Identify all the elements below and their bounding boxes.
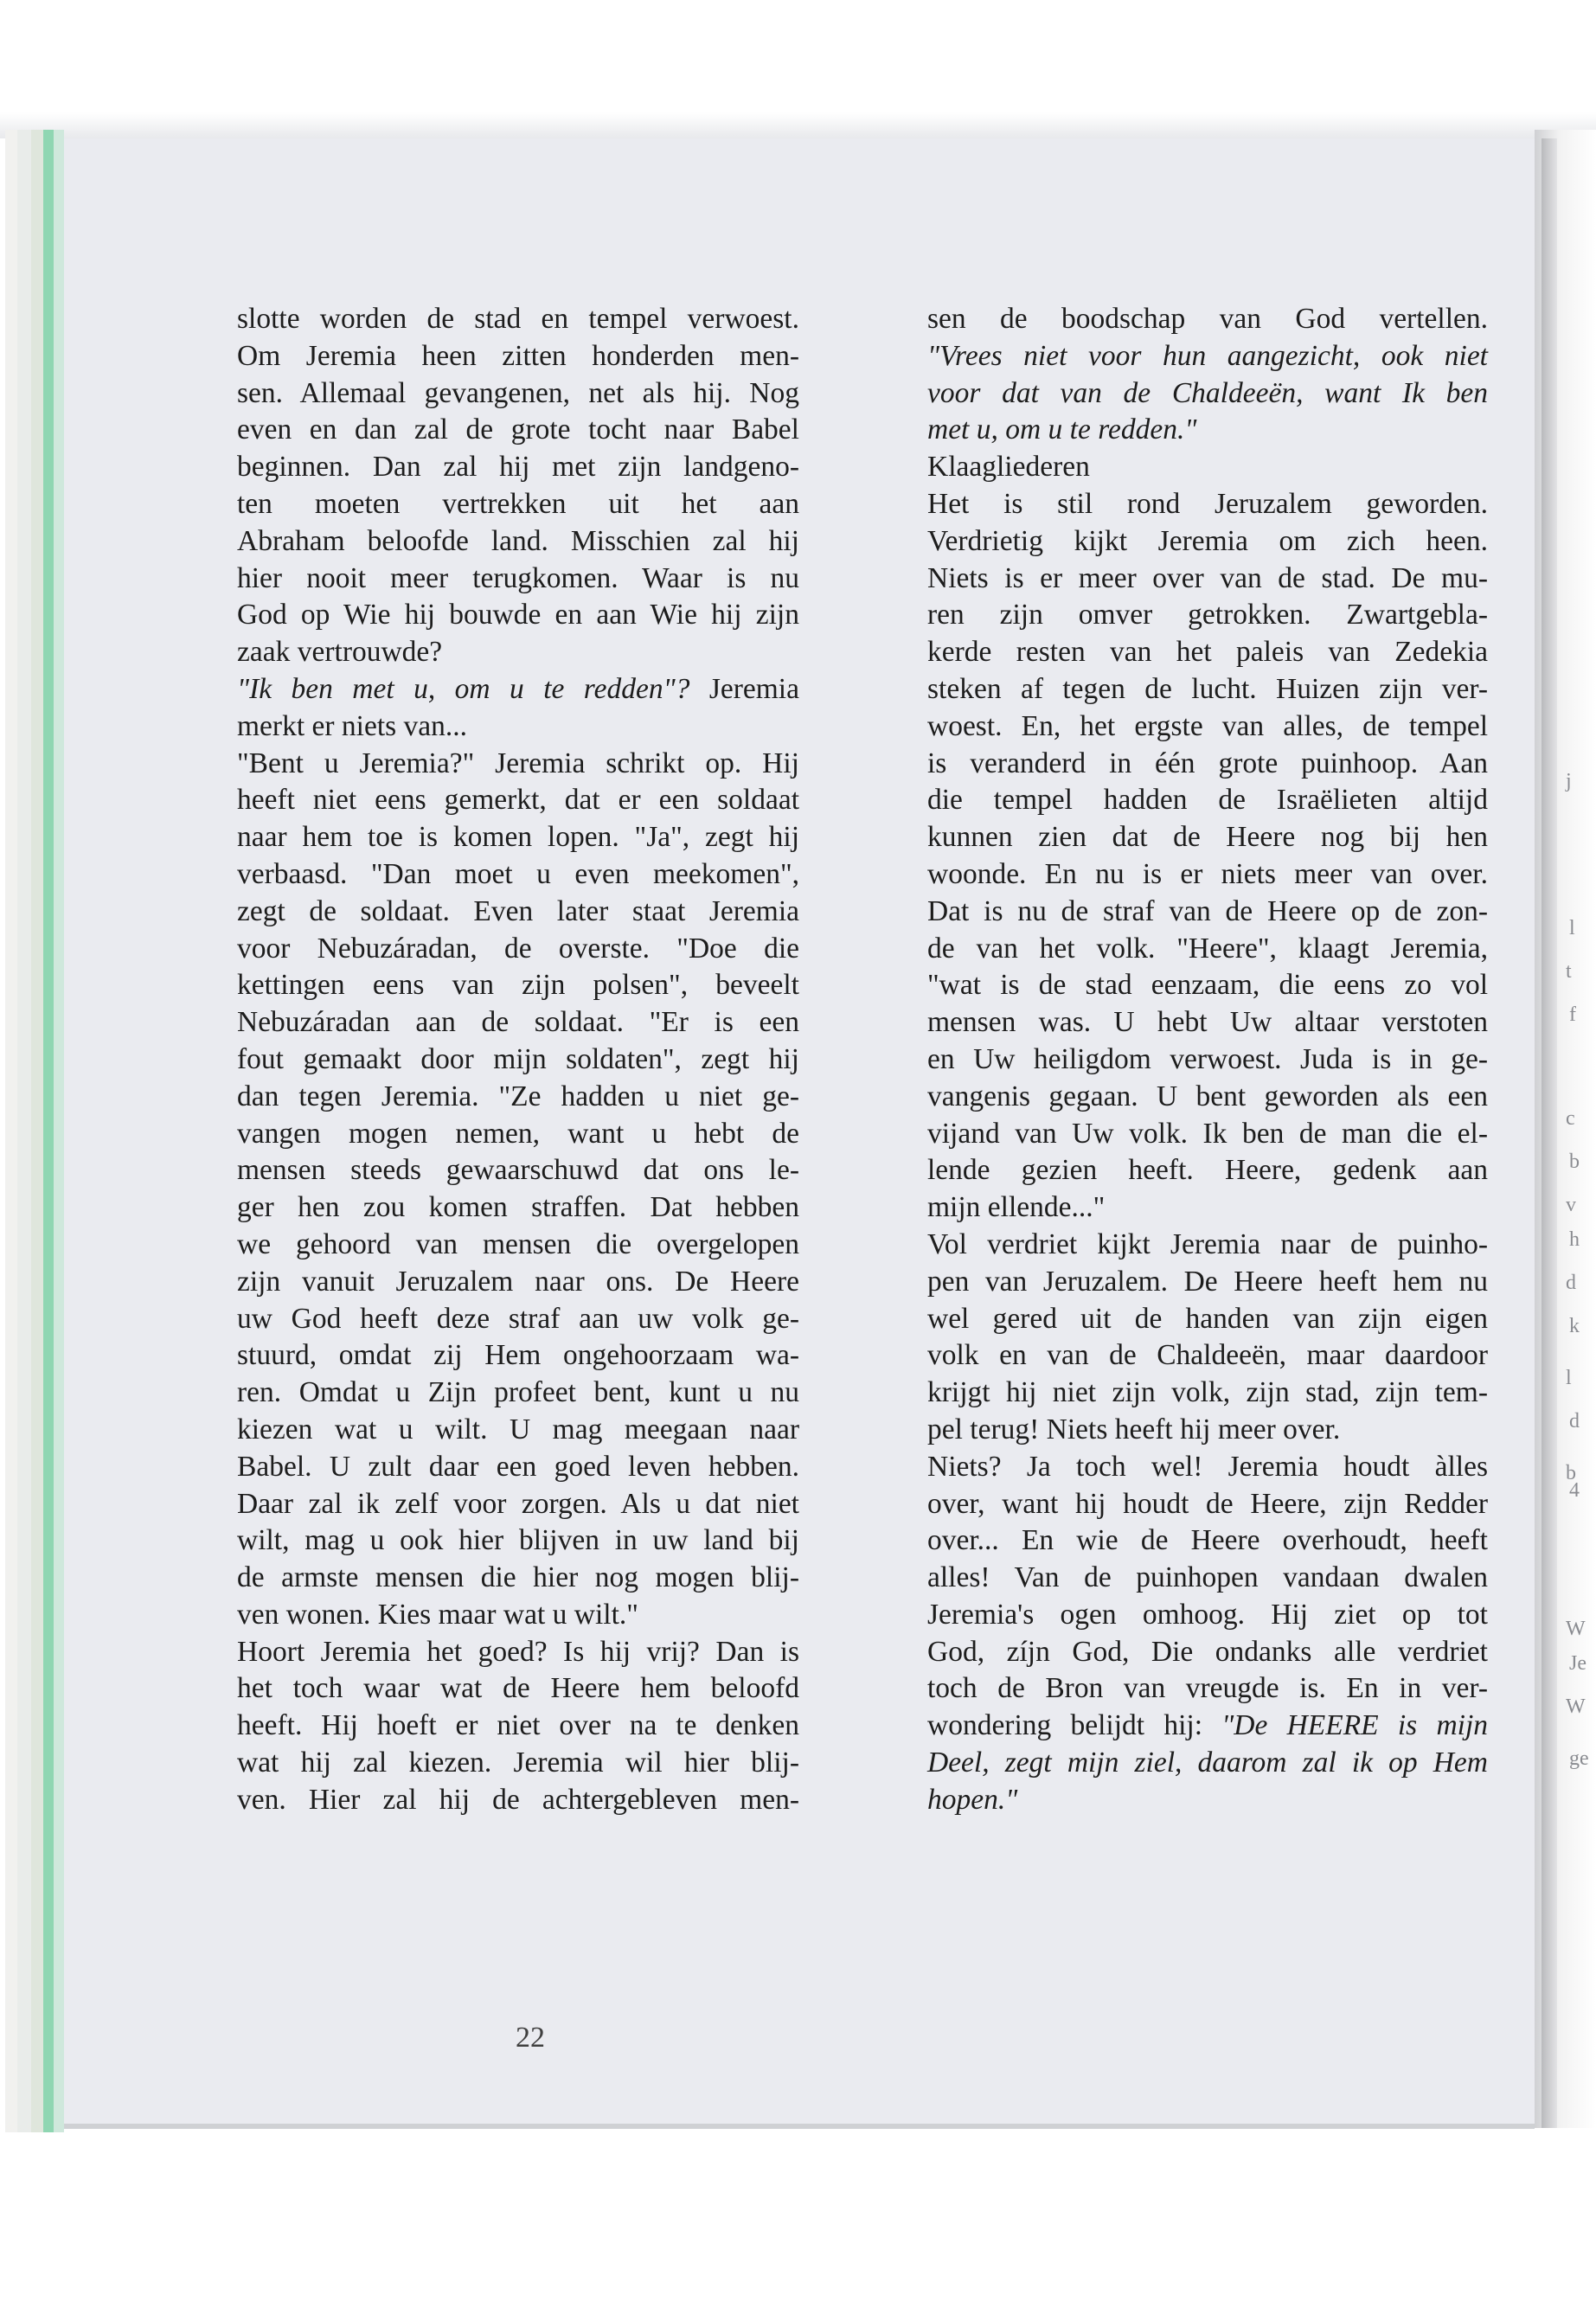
page-edge [17,130,31,2132]
line-text: even en dan zal de grote tocht naar Babel [237,413,799,446]
text-line [237,1486,799,1523]
line-text: kerde resten van het paleis van Zedekia [927,636,1488,669]
page-edge [54,130,64,2132]
text-line [927,523,1488,561]
text-line [927,1745,1488,1782]
line-text: Verdrietig kijkt Jeremia om zich heen. [927,524,1488,557]
text-line [237,375,799,413]
line-text: Klaagliederen [927,451,1090,484]
text-line [237,746,799,783]
line-text: voor Nebuzáradan, de overste. "Doe die [237,932,799,965]
text-line [237,967,799,1004]
text-line [237,1227,799,1264]
bleed-letter: W [1566,1618,1586,1640]
line-text: Om Jeremia heen zitten honderden men- [237,339,799,372]
text-line [927,967,1488,1004]
line-text: over, want hij houdt de Heere, zijn Redder [927,1487,1488,1520]
bleed-letter: Je [1569,1652,1586,1675]
bleed-letter: c [1566,1107,1575,1130]
line-text: Jeremia's ogen omhoog. Hij ziet op tot [927,1598,1488,1631]
text-line [237,1189,799,1227]
line-text: wilt, mag u ook hier blijven in uw land bij [237,1524,799,1557]
line-text: Abraham beloofde land. Misschien zal hij [237,524,799,557]
line-text: "wat is de stad eenzaam, die eens zo vol [927,969,1488,1002]
line-text: zegt de soldaat. Even later staat Jeremia [237,894,799,927]
text-line [927,1560,1488,1597]
line-text: kunnen zien dat de Heere nog bij hen [927,821,1488,854]
bleed-letter: d [1569,1410,1580,1433]
text-line [237,1560,799,1597]
line-text: merkt er niets van... [237,709,468,742]
text-line [237,1042,799,1079]
line-text: Hoort Jeremia het goed? Is hij vrij? Dan is [237,1635,799,1668]
text-line [237,1522,799,1560]
line-text: hier nooit meer terugkomen. Waar is nu [237,561,799,594]
text-line [237,1670,799,1708]
text-line [927,561,1488,598]
bleed-letter: b [1569,1150,1580,1173]
line-text: is veranderd in één grote puinhoop. Aan [927,747,1488,779]
text-line [927,1597,1488,1634]
line-text: toch de Bron van vreugde is. En in ver- [927,1672,1488,1705]
stacked-page-edges [0,130,69,2132]
page-edge [31,130,43,2132]
text-line [927,301,1488,338]
bleed-letter: W [1566,1695,1586,1718]
line-text: pen van Jeruzalem. De Heere heeft hem nu [927,1265,1488,1298]
bleed-letter: h [1569,1228,1580,1251]
left-text-column [237,301,799,1819]
text-line [927,1079,1488,1116]
text-line [927,1486,1488,1523]
text-line [237,561,799,598]
line-text: God op Wie hij bouwde en aan Wie hij zijn [237,599,799,631]
text-line [237,1597,799,1634]
text-line [927,1522,1488,1560]
line-text: "Bent u Jeremia?" Jeremia schrikt op. Hij [237,747,799,779]
line-text: woonde. En nu is er niets meer van over. [927,857,1488,890]
text-line [237,338,799,375]
text-line [927,1116,1488,1153]
line-text: beginnen. Dan zal hij met zijn landgeno- [237,451,799,484]
text-line [927,708,1488,746]
line-text: Dat is nu de straf van de Heere op de zon- [927,894,1488,927]
page-number: 22 [516,2022,545,2054]
text-line [237,856,799,894]
italic-text: "De HEERE is mijn [1221,1709,1488,1742]
line-text: Niets? Ja toch wel! Jeremia houdt àlles [927,1450,1488,1483]
line-text: ven. Hier zal hij de achtergebleven men- [237,1783,799,1816]
text-line [927,1337,1488,1375]
line-text: en Uw heiligdom verwoest. Juda is in ge- [927,1042,1488,1075]
text-line [927,782,1488,819]
line-text: Daar zal ik zelf voor zorgen. Als u dat niet [237,1487,799,1520]
bleed-letter: b [1566,1462,1576,1484]
text-line [237,1634,799,1671]
line-text: zaak vertrouwde? [237,636,443,669]
line-text: we gehoord van mensen die overgelopen [237,1227,799,1260]
line-text: heeft niet eens gemerkt, dat er een soldaat [237,784,799,817]
line-text: wel gered uit de handen van zijn eigen [927,1302,1488,1335]
book-spine [1542,138,1557,2128]
line-text: heeft. Hij hoeft er niet over na te denken [237,1709,799,1742]
text-line [927,856,1488,894]
text-line [237,523,799,561]
line-text: volk en van de Chaldeeën, maar daardoor [927,1339,1488,1372]
text-line [237,1708,799,1745]
text-line [237,1301,799,1338]
line-text: over... En wie de Heere overhoudt, heeft [927,1524,1488,1557]
line-text: naar hem toe is komen lopen. "Ja", zegt hij [237,821,799,854]
text-line [237,708,799,746]
text-line [927,1782,1488,1819]
text-line [237,634,799,671]
bleed-letter: ge [1569,1747,1589,1770]
text-line [927,486,1488,523]
text-line [927,634,1488,671]
line-text: vijand van Uw volk. Ik ben de man die el- [927,1117,1488,1150]
line-text: dan tegen Jeremia. "Ze hadden u niet ge- [237,1080,799,1112]
line-text: mensen was. U hebt Uw altaar verstoten [927,1006,1488,1039]
line-text: ren. Omdat u Zijn profeet bent, kunt u nu [237,1376,799,1409]
bleed-letter: 4 [1569,1479,1580,1502]
italic-text: "Vrees niet voor hun aangezicht, ook niet [927,339,1488,372]
text-line [927,671,1488,708]
page-edge [5,130,17,2132]
text-line [237,1782,799,1819]
text-line [927,375,1488,413]
bleed-letter: l [1569,917,1575,939]
line-text: Vol verdriet kijkt Jeremia naar de puinho- [927,1227,1488,1260]
text-line [927,1004,1488,1042]
line-text: woest. En, het ergste van alles, de tempel [927,709,1488,742]
text-line [927,412,1488,449]
line-text: sen de boodschap van God vertellen. [927,303,1488,335]
line-text: vangen mogen nemen, want u hebt de [237,1117,799,1150]
text-line [237,894,799,931]
line-text: mensen steeds gewaarschuwd dat ons le- [237,1154,799,1187]
text-line [927,1670,1488,1708]
italic-text: "Ik ben met u, om u te redden"? [237,672,690,705]
text-line [927,1301,1488,1338]
text-line [927,1227,1488,1264]
line-text: die tempel hadden de Israëlieten altijd [927,784,1488,817]
line-text: krijgt hij niet zijn volk, zijn stad, zijn tem- [927,1376,1488,1409]
text-line [927,1264,1488,1301]
bleed-letter: f [1569,1003,1576,1026]
text-line [237,1412,799,1449]
line-text: Niets is er meer over van de stad. De mu- [927,561,1488,594]
line-text: wondering belijdt hij: [927,1709,1222,1742]
line-text: wat hij zal kiezen. Jeremia wil hier blij- [237,1747,799,1779]
italic-text: hopen." [927,1783,1018,1816]
line-text: fout gemaakt door mijn soldaten", zegt hij [237,1042,799,1075]
text-line [927,931,1488,968]
line-text: de van het volk. "Heere", klaagt Jeremia, [927,932,1488,965]
text-line [927,819,1488,856]
line-text: het toch waar wat de Heere hem beloofd [237,1672,799,1705]
line-text: ren zijn omver getrokken. Zwartgebla- [927,599,1488,631]
page-edge-green [43,130,54,2132]
bleed-letter: d [1566,1272,1576,1294]
text-line [927,1412,1488,1449]
text-line [927,597,1488,634]
text-line [237,486,799,523]
line-text: ven wonen. Kies maar wat u wilt." [237,1598,638,1631]
text-line [237,1116,799,1153]
text-line [237,1152,799,1189]
line-text: kiezen wat u wilt. U mag meegaan naar [237,1413,799,1445]
line-text: ger hen zou komen straffen. Dat hebben [237,1191,799,1224]
line-text: de armste mensen die hier nog mogen blij- [237,1561,799,1594]
line-text: verbaasd. "Dan moet u even meekomen", [237,857,799,890]
line-text: kettingen eens van zijn polsen", beveelt [237,969,799,1002]
text-line [237,1337,799,1375]
text-line [237,412,799,449]
italic-text: voor dat van de Chaldeeën, want Ik ben [927,376,1488,409]
text-line [927,1189,1488,1227]
line-text: vangenis gegaan. U bent geworden als een [927,1080,1488,1112]
line-text: Nebuzáradan aan de soldaat. "Er is een [237,1006,799,1039]
text-line [927,746,1488,783]
text-line [237,1004,799,1042]
bleed-letter: j [1566,770,1572,792]
scan-top-shade [0,112,1596,138]
line-text: God, zíjn God, Die ondanks alle verdriet [927,1635,1488,1668]
bleed-letter: l [1566,1367,1572,1389]
text-line [237,819,799,856]
text-line [927,1152,1488,1189]
text-line [237,301,799,338]
text-line [237,597,799,634]
text-line [927,1042,1488,1079]
text-line [927,1449,1488,1486]
line-text: Jeremia [689,672,799,705]
text-line [237,449,799,486]
text-line [927,894,1488,931]
line-text: uw God heeft deze straf aan uw volk ge- [237,1302,799,1335]
text-line [927,1634,1488,1671]
text-line [237,1745,799,1782]
text-line [237,782,799,819]
text-line [927,1708,1488,1745]
text-line [927,449,1488,486]
line-text: sen. Allemaal gevangenen, net als hij. Nog [237,376,799,409]
text-line [237,1449,799,1486]
text-line [927,1375,1488,1412]
line-text: steken af tegen de lucht. Huizen zijn ver- [927,672,1488,705]
italic-text: met u, om u te redden." [927,413,1197,446]
line-text: zijn vanuit Jeruzalem naar ons. De Heere [237,1265,799,1298]
line-text: Het is stil rond Jeruzalem geworden. [927,487,1488,520]
italic-text: Deel, zegt mijn ziel, daarom zal ik op Hem [927,1747,1488,1779]
line-text: lende gezien heeft. Heere, gedenk aan [927,1154,1488,1187]
text-line [237,1264,799,1301]
line-text: pel terug! Niets heeft hij meer over. [927,1413,1341,1445]
line-text: alles! Van de puinhopen vandaan dwalen [927,1561,1488,1594]
line-text: mijn ellende..." [927,1191,1106,1224]
text-line [237,931,799,968]
text-line [927,338,1488,375]
line-text: ten moeten vertrekken uit het aan [237,487,799,520]
right-text-column [927,301,1488,1819]
line-text: slotte worden de stad en tempel verwoest. [237,303,799,335]
text-line [237,1079,799,1116]
text-line [237,1375,799,1412]
bleed-letter: v [1566,1194,1576,1216]
text-line [237,671,799,708]
bleed-letter: t [1566,960,1572,983]
line-text: Babel. U zult daar een goed leven hebben. [237,1450,799,1483]
bleed-letter: k [1569,1315,1580,1337]
line-text: stuurd, omdat zij Hem ongehoorzaam wa- [237,1339,799,1372]
page-bottom-edge [64,2124,1535,2129]
